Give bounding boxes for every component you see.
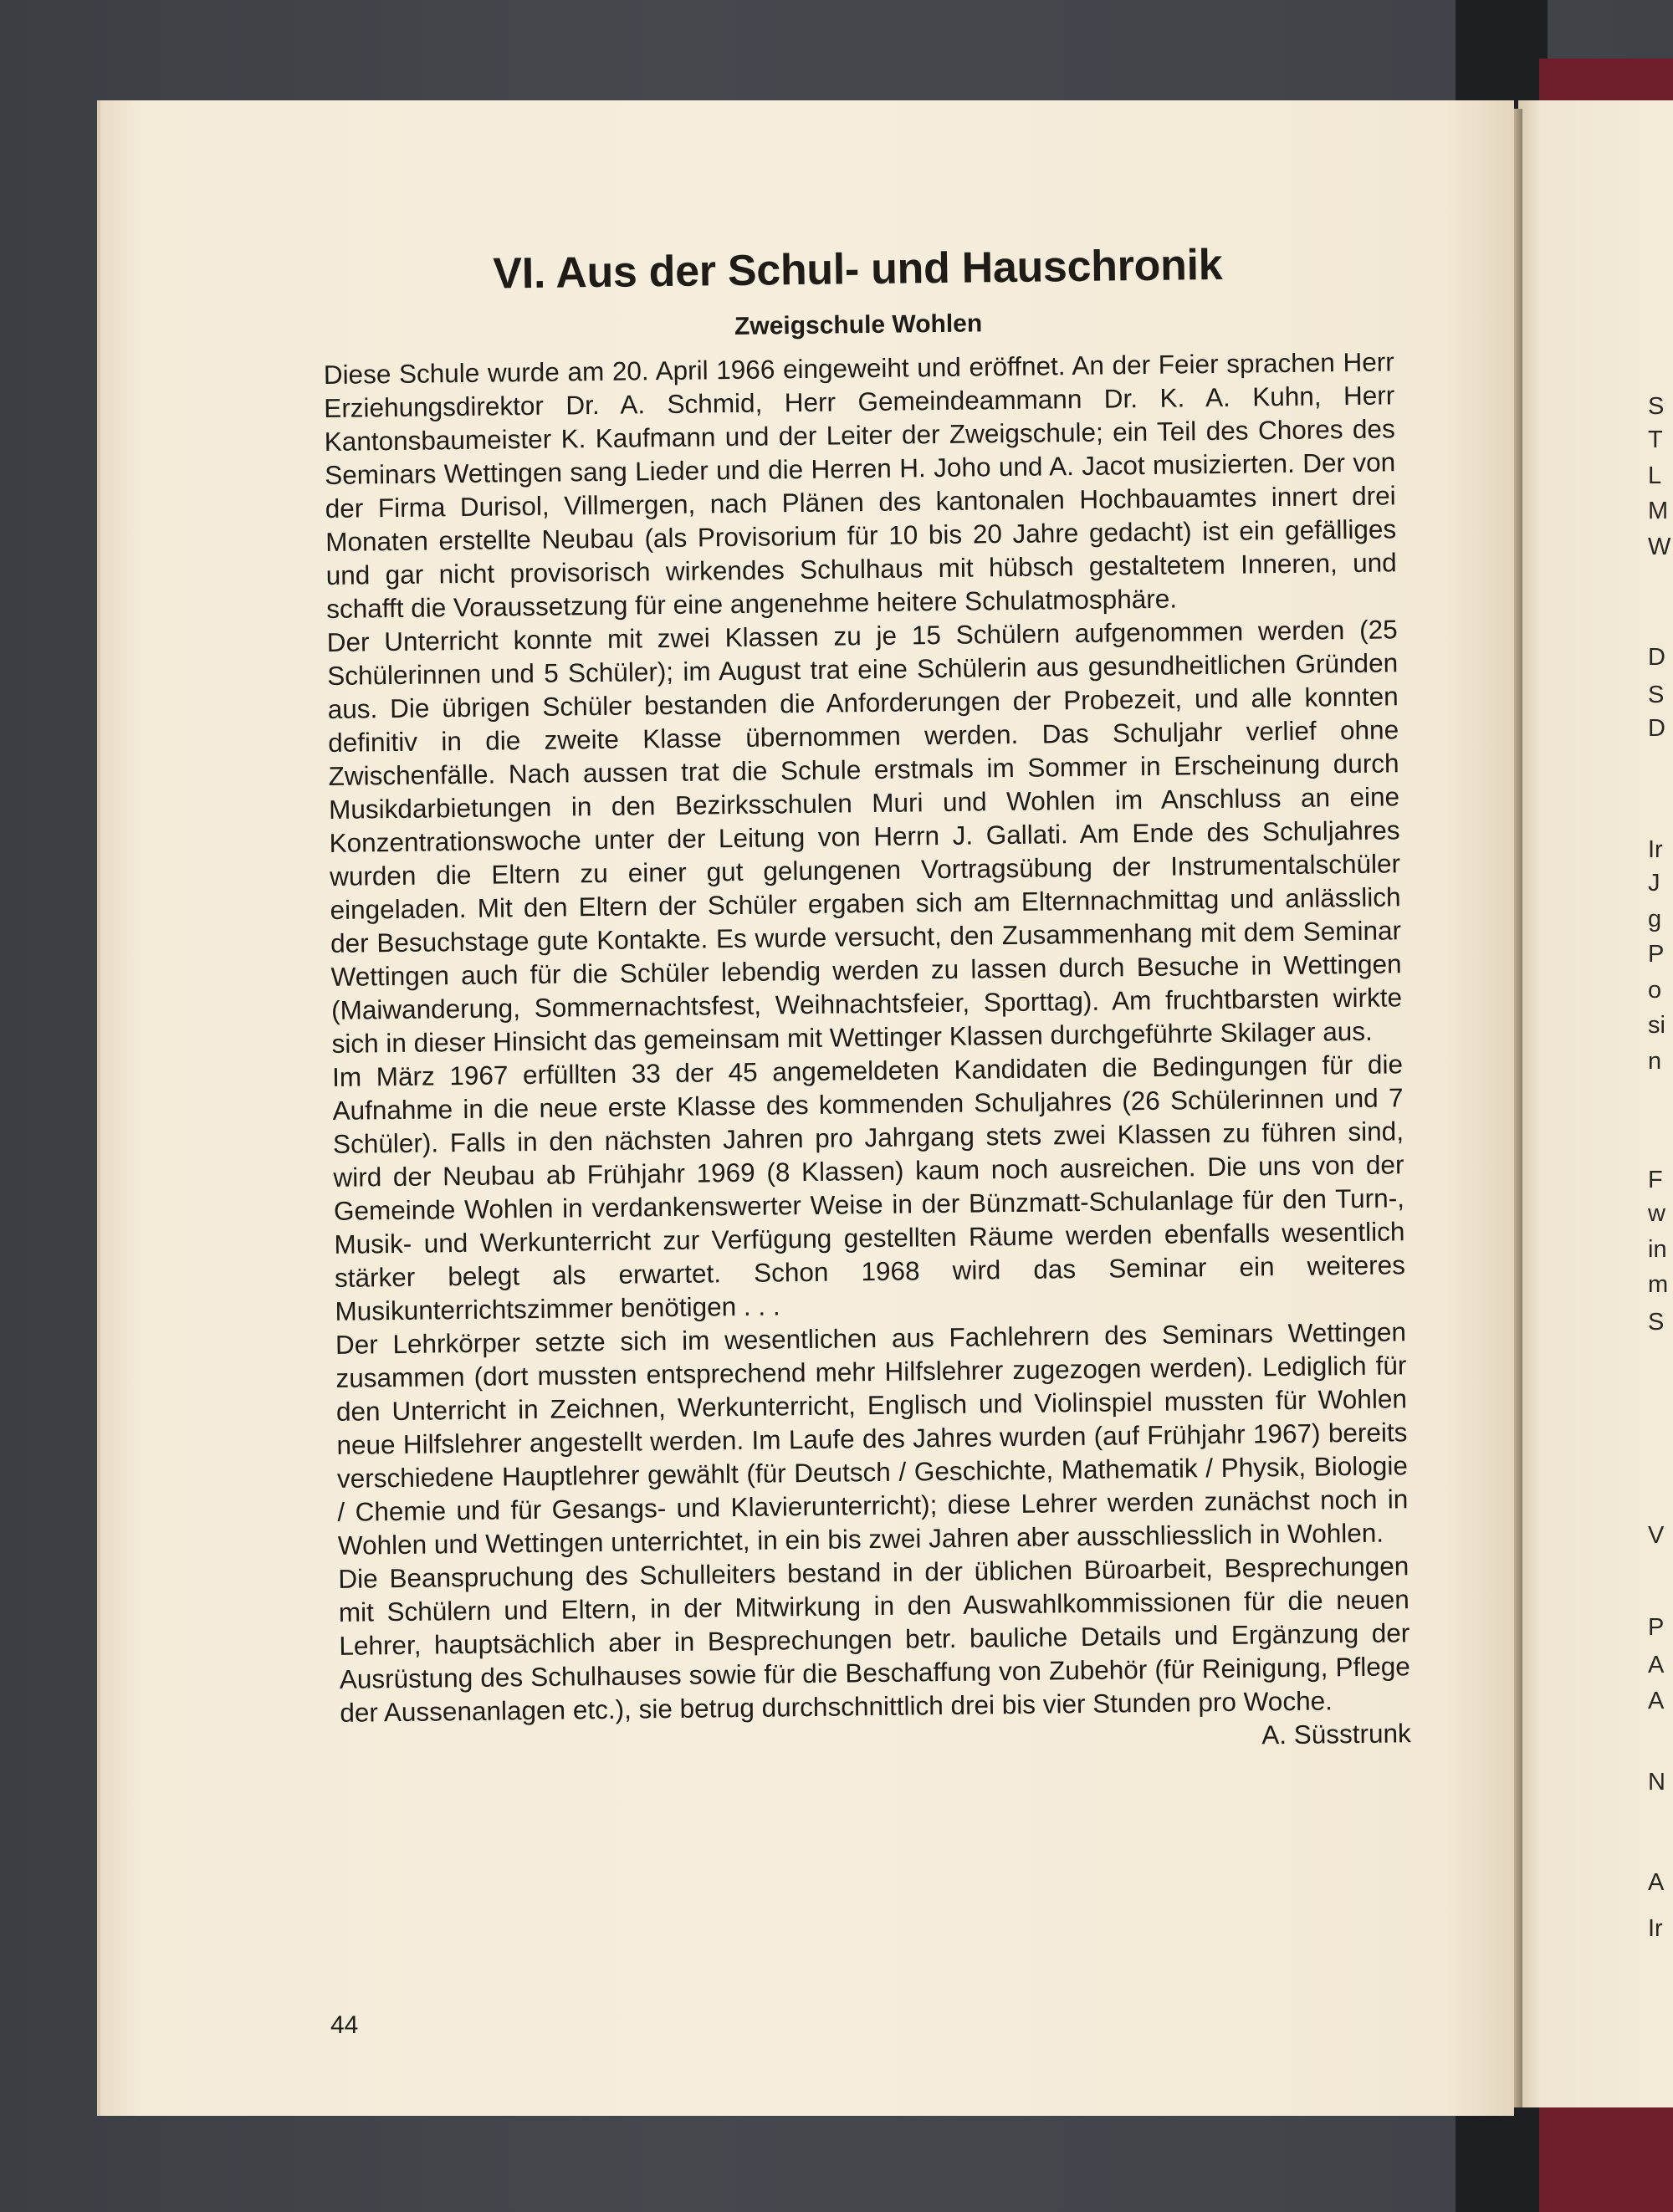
facing-page-fragment: m — [1648, 1271, 1669, 1298]
paragraph-workload-text: Die Beanspruchung des Schulleiters bestand in der üblichen Büroarbeit, Besprechungen mit Schülern und Eltern, in der Mitwirkung in den Auswahlkommissionen für die neuen Lehrer, hauptsächlich aber in Besprechungen betr. bauliche Details und Ergänzung der Ausrüstung des Schulhauses sowie für die Beschaffung von Zubehör (für Reinigung, Pflege der Aussenanlagen etc.), sie betrug durchschnittlich drei bis vier Stunden pro Woche. — [338, 1550, 1410, 1728]
facing-page-fragment: T — [1648, 427, 1663, 453]
facing-page-fragment: in — [1648, 1236, 1667, 1263]
facing-page-fragment: g — [1648, 906, 1662, 932]
author-signature: A. Süsstrunk — [1261, 1718, 1411, 1750]
facing-page-fragment: Ir — [1648, 1915, 1663, 1942]
paragraph-instruction: Der Unterricht konnte mit zwei Klassen zu je 15 Schülern aufgenommen werden (25 Schülerinnen und 5 Schüler); im August trat eine Schülerin aus gesundheitlichen Gründen aus. Die übrigen Schüler bestanden die Anforderungen der Probezeit, und alle konnten definitiv in die zweite Klasse übernommen werden. Das Schuljahr verlief ohne Zwischenfälle. Nach aussen trat die Schule erstmals im Sommer in Erscheinung durch Musikdarbietungen in den Bezirksschulen Muri und Wohlen im Anschluss an eine Konzentrationswoche unter der Leitung von Herrn J. Gallati. Am Ende des Schuljahres wurden die Eltern zu einer gut gelungenen Vortragsübung der Instrumentalschüler eingeladen. Mit den Eltern der Schüler ergaben sich am Elternnachmittag und anlässlich der Besuchstage gute Kontakte. Es wurde versucht, den Zusammenhang mit dem Seminar Wettingen auch für die Schüler lebendig werden zu lassen durch Besuche in Wettingen (Maiwanderung, Sommernachtsfest, Weihnachtsfeier, Sporttag). Am fruchtbarsten wirkte sich in dieser Hinsicht das gemeinsam mit Wettinger Klassen durchgeführte Skilager aus. — [326, 614, 1403, 1059]
page-number: 44 — [330, 2011, 359, 2039]
section-title: VI. Aus der Schul- und Hauschronik — [492, 240, 1223, 299]
facing-page-fragment: N — [1648, 1769, 1665, 1796]
facing-page-fragment: n — [1648, 1048, 1662, 1075]
facing-page-fragment: W — [1648, 534, 1671, 560]
facing-page-fragment: V — [1648, 1522, 1665, 1549]
facing-page-fragment: J — [1648, 870, 1660, 897]
section-subtitle: Zweigschule Wohlen — [734, 309, 983, 340]
facing-page-fragment: o — [1648, 977, 1662, 1004]
paragraph-workload — [338, 1549, 1411, 1750]
paragraph-admissions: Im März 1967 erfüllten 33 der 45 angemeldeten Kandidaten die Bedingungen für die Aufnahme in die neue erste Klasse des kommenden Schuljahres (26 Schülerinnen und 7 Schüler). Falls in den nächsten Jahren pro Jahrgang stets zwei Klassen zu führen sind, wird der Neubau ab Frühjahr 1969 (8 Klassen) kaum noch ausreichen. Die uns von der Gemeinde Wohlen in verdankenswerter Weise in der Bünzmatt-Schulanlage für den Turn-, Musik- und Werkunterricht zur Verfügung gestellten Räume werden ebenfalls wesentlich stärker belegt als erwartet. Schon 1968 wird das Seminar ein weiteres Musikunterrichtszimmer benötigen . . . — [331, 1049, 1406, 1326]
facing-page-fragment: si — [1648, 1012, 1665, 1039]
facing-page-fragment: A — [1648, 1652, 1665, 1678]
facing-page-fragment: D — [1648, 715, 1665, 742]
facing-page-fragment: F — [1648, 1167, 1663, 1193]
facing-page-fragment: L — [1648, 462, 1662, 489]
facing-page-fragment: A — [1648, 1869, 1665, 1896]
facing-page-fragment: P — [1648, 1614, 1665, 1641]
facing-page-fragment: M — [1648, 498, 1669, 524]
facing-page-fragment: Ir — [1648, 836, 1663, 863]
facing-page-fragment: D — [1648, 644, 1665, 671]
paragraph-opening: Diese Schule wurde am 20. April 1966 eingeweiht und eröffnet. An der Feier sprachen Herr Erziehungsdirektor Dr. A. Schmid, Herr Gemeindeammann Dr. K. A. Kuhn, Herr Kantonsbaumeister K. Kaufmann und der Leiter der Zweigschule; ein Teil des Chores des Seminars Wettingen sang Lieder und die Herren H. Joho und A. Jacot musizierten. Der von der Firma Durisol, Villmergen, nach Plänen des kantonalen Hochbauamtes innert drei Monaten erstellte Neubau (als Provisorium für 10 bis 20 Jahre gedacht) ist ein gefälliges und gar nicht provisorisch wirkendes Schulhaus mit hübsch gestaltetem Inneren, und schafft die Voraussetzung für eine angenehme heitere Schulatmosphäre. — [323, 346, 1397, 624]
facing-page-fragment: P — [1648, 941, 1665, 968]
facing-page-fragment: S — [1648, 1309, 1665, 1336]
facing-page-fragment: w — [1648, 1200, 1665, 1227]
chronicle-section — [322, 238, 1411, 1763]
facing-page-fragment: S — [1648, 393, 1665, 420]
paragraph-staff: Der Lehrkörper setzte sich im wesentlichen aus Fachlehrern des Seminars Wettingen zusammen (dort mussten entsprechend mehr Hilfslehrer zugezogen werden). Lediglich für den Unterricht in Zeichnen, Werkunterricht, Englisch und Violinspiel mussten für Wohlen neue Hilfslehrer angestellt werden. Im Laufe des Jahres wurden (auf Frühjahr 1967) bereits verschiedene Hauptlehrer gewählt (für Deutsch / Geschichte, Mathematik / Physik, Biologie / Chemie und für Gesangs- und Klavierunterricht); diese Lehrer werden zunächst noch in Wohlen und Wettingen unterrichtet, in ein bis zwei Jahren aber ausschliesslich in Wohlen. — [335, 1316, 1409, 1561]
facing-page-fragment: S — [1648, 682, 1665, 708]
facing-page-fragment: A — [1648, 1688, 1665, 1714]
